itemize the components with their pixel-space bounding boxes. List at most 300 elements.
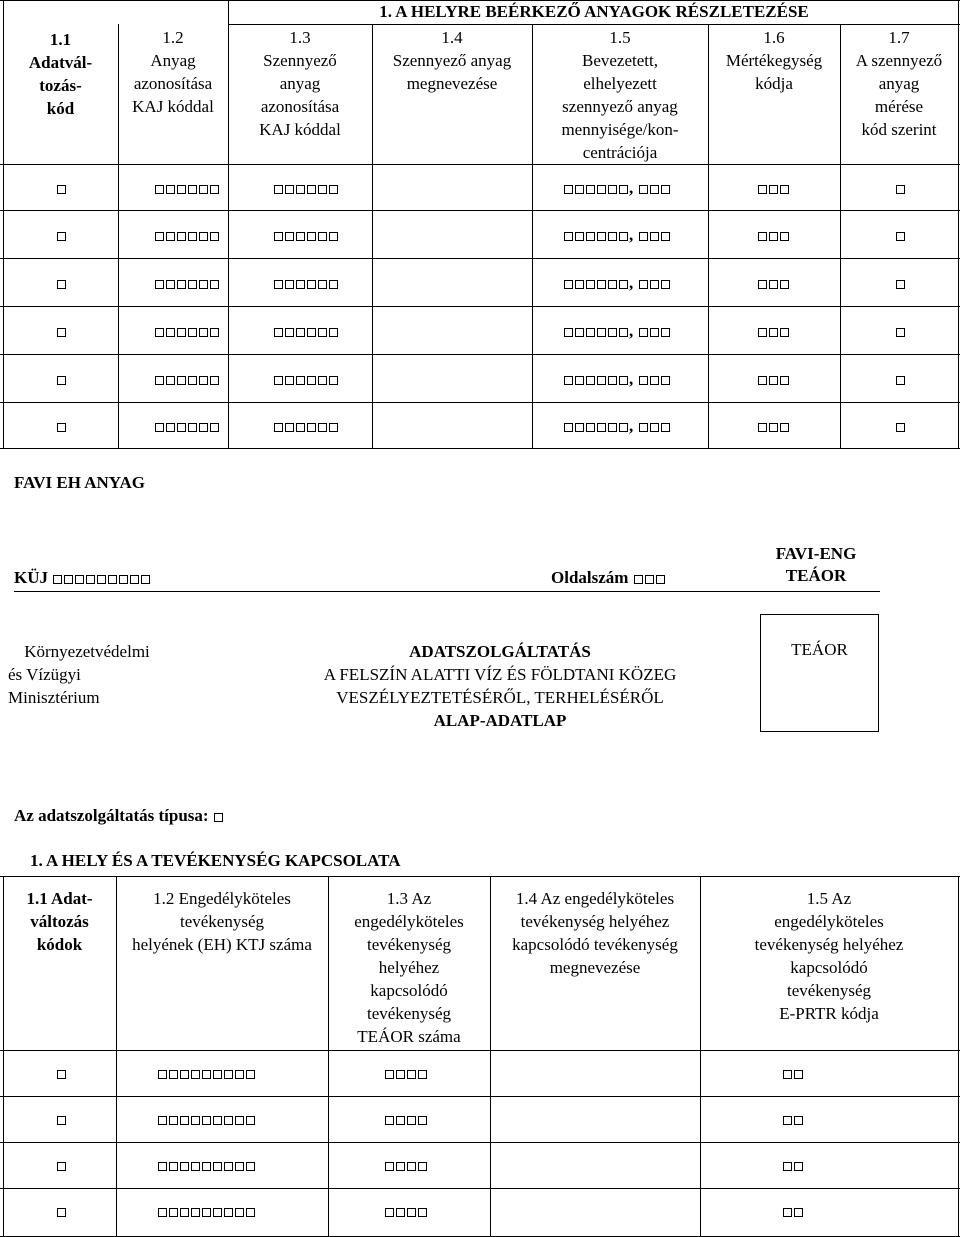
input-box[interactable] xyxy=(586,185,595,194)
input-box[interactable] xyxy=(158,1116,167,1125)
input-box[interactable] xyxy=(57,185,66,194)
input-box[interactable] xyxy=(619,280,628,289)
input-box[interactable] xyxy=(650,280,659,289)
input-box[interactable] xyxy=(274,185,283,194)
input-box[interactable] xyxy=(794,1162,803,1171)
teaor-boxes[interactable] xyxy=(384,1201,428,1220)
input-box[interactable] xyxy=(396,1070,405,1079)
quantity-field[interactable] xyxy=(563,416,671,435)
eprtr-boxes[interactable] xyxy=(782,1201,804,1220)
input-box[interactable] xyxy=(329,423,338,432)
input-box[interactable] xyxy=(385,1162,394,1171)
input-box[interactable] xyxy=(246,1070,255,1079)
input-box[interactable] xyxy=(396,1208,405,1217)
input-box[interactable] xyxy=(155,280,164,289)
input-box[interactable] xyxy=(199,185,208,194)
input-box[interactable] xyxy=(307,423,316,432)
input-box[interactable] xyxy=(385,1116,394,1125)
change-code-box[interactable] xyxy=(56,178,67,197)
input-box[interactable] xyxy=(86,575,95,584)
input-box[interactable] xyxy=(199,328,208,337)
input-box[interactable] xyxy=(896,280,905,289)
quantity-field[interactable] xyxy=(563,321,671,340)
input-box[interactable] xyxy=(650,423,659,432)
input-box[interactable] xyxy=(650,328,659,337)
input-box[interactable] xyxy=(296,423,305,432)
input-box[interactable] xyxy=(575,232,584,241)
input-box[interactable] xyxy=(307,185,316,194)
input-box[interactable] xyxy=(639,280,648,289)
change-code-box[interactable] xyxy=(56,1063,67,1082)
input-box[interactable] xyxy=(619,423,628,432)
input-box[interactable] xyxy=(177,328,186,337)
anyag-kaj-boxes[interactable] xyxy=(154,416,220,435)
input-box[interactable] xyxy=(661,423,670,432)
ktj-boxes[interactable] xyxy=(157,1155,256,1174)
input-box[interactable] xyxy=(575,376,584,385)
input-box[interactable] xyxy=(656,575,665,584)
oldalszam-boxes[interactable] xyxy=(633,568,666,587)
input-box[interactable] xyxy=(191,1070,200,1079)
input-box[interactable] xyxy=(296,280,305,289)
input-box[interactable] xyxy=(274,376,283,385)
input-box[interactable] xyxy=(57,1162,66,1171)
input-box[interactable] xyxy=(180,1070,189,1079)
ktj-boxes[interactable] xyxy=(157,1109,256,1128)
input-box[interactable] xyxy=(285,185,294,194)
input-box[interactable] xyxy=(634,575,643,584)
input-box[interactable] xyxy=(794,1116,803,1125)
input-box[interactable] xyxy=(586,328,595,337)
input-box[interactable] xyxy=(210,232,219,241)
input-box[interactable] xyxy=(597,423,606,432)
input-box[interactable] xyxy=(318,185,327,194)
input-box[interactable] xyxy=(564,376,573,385)
quantity-field[interactable] xyxy=(563,273,671,292)
input-box[interactable] xyxy=(158,1162,167,1171)
input-box[interactable] xyxy=(307,232,316,241)
quantity-dec-boxes[interactable] xyxy=(638,416,671,435)
input-box[interactable] xyxy=(564,232,573,241)
szennyezo-kaj-boxes[interactable] xyxy=(273,416,339,435)
input-box[interactable] xyxy=(619,185,628,194)
input-box[interactable] xyxy=(780,376,789,385)
change-code-box[interactable] xyxy=(56,273,67,292)
input-box[interactable] xyxy=(224,1070,233,1079)
anyag-kaj-boxes[interactable] xyxy=(154,369,220,388)
unit-code-boxes[interactable] xyxy=(757,178,790,197)
input-box[interactable] xyxy=(97,575,106,584)
input-box[interactable] xyxy=(235,1208,244,1217)
input-box[interactable] xyxy=(235,1070,244,1079)
input-box[interactable] xyxy=(780,328,789,337)
input-box[interactable] xyxy=(57,328,66,337)
input-box[interactable] xyxy=(213,1116,222,1125)
input-box[interactable] xyxy=(780,423,789,432)
anyag-kaj-boxes[interactable] xyxy=(154,273,220,292)
input-box[interactable] xyxy=(57,376,66,385)
teaor-boxes[interactable] xyxy=(384,1155,428,1174)
input-box[interactable] xyxy=(597,280,606,289)
measure-code-box[interactable] xyxy=(895,178,906,197)
input-box[interactable] xyxy=(155,328,164,337)
input-box[interactable] xyxy=(769,376,778,385)
input-box[interactable] xyxy=(318,280,327,289)
input-box[interactable] xyxy=(202,1116,211,1125)
input-box[interactable] xyxy=(169,1162,178,1171)
input-box[interactable] xyxy=(407,1208,416,1217)
input-box[interactable] xyxy=(285,328,294,337)
teaor-boxes[interactable] xyxy=(384,1063,428,1082)
input-box[interactable] xyxy=(188,376,197,385)
input-box[interactable] xyxy=(202,1162,211,1171)
input-box[interactable] xyxy=(274,328,283,337)
input-box[interactable] xyxy=(769,280,778,289)
input-box[interactable] xyxy=(155,232,164,241)
input-box[interactable] xyxy=(639,328,648,337)
input-box[interactable] xyxy=(896,232,905,241)
quantity-field[interactable] xyxy=(563,369,671,388)
input-box[interactable] xyxy=(213,1208,222,1217)
input-box[interactable] xyxy=(166,423,175,432)
input-box[interactable] xyxy=(329,328,338,337)
input-box[interactable] xyxy=(274,423,283,432)
input-box[interactable] xyxy=(166,328,175,337)
input-box[interactable] xyxy=(619,232,628,241)
input-box[interactable] xyxy=(177,232,186,241)
input-box[interactable] xyxy=(307,280,316,289)
input-box[interactable] xyxy=(661,328,670,337)
szennyezo-kaj-boxes[interactable] xyxy=(273,178,339,197)
eprtr-boxes[interactable] xyxy=(782,1155,804,1174)
input-box[interactable] xyxy=(661,280,670,289)
input-box[interactable] xyxy=(661,232,670,241)
input-box[interactable] xyxy=(758,185,767,194)
input-box[interactable] xyxy=(235,1116,244,1125)
input-box[interactable] xyxy=(191,1208,200,1217)
quantity-int-boxes[interactable] xyxy=(563,178,629,197)
input-box[interactable] xyxy=(158,1208,167,1217)
input-box[interactable] xyxy=(645,575,654,584)
change-code-box[interactable] xyxy=(56,1201,67,1220)
input-box[interactable] xyxy=(783,1208,792,1217)
input-box[interactable] xyxy=(758,280,767,289)
input-box[interactable] xyxy=(180,1116,189,1125)
input-box[interactable] xyxy=(794,1070,803,1079)
input-box[interactable] xyxy=(158,1070,167,1079)
measure-code-box[interactable] xyxy=(895,225,906,244)
input-box[interactable] xyxy=(896,376,905,385)
input-box[interactable] xyxy=(780,232,789,241)
input-box[interactable] xyxy=(418,1116,427,1125)
eprtr-boxes[interactable] xyxy=(782,1063,804,1082)
input-box[interactable] xyxy=(155,423,164,432)
unit-code-boxes[interactable] xyxy=(757,321,790,340)
ktj-boxes[interactable] xyxy=(157,1201,256,1220)
input-box[interactable] xyxy=(166,280,175,289)
unit-code-boxes[interactable] xyxy=(757,369,790,388)
input-box[interactable] xyxy=(639,232,648,241)
input-box[interactable] xyxy=(202,1070,211,1079)
input-box[interactable] xyxy=(188,232,197,241)
input-box[interactable] xyxy=(296,376,305,385)
quantity-field[interactable] xyxy=(563,225,671,244)
change-code-box[interactable] xyxy=(56,1155,67,1174)
input-box[interactable] xyxy=(169,1070,178,1079)
input-box[interactable] xyxy=(597,185,606,194)
input-box[interactable] xyxy=(177,185,186,194)
input-box[interactable] xyxy=(188,423,197,432)
input-box[interactable] xyxy=(307,376,316,385)
quantity-int-boxes[interactable] xyxy=(563,225,629,244)
unit-code-boxes[interactable] xyxy=(757,225,790,244)
input-box[interactable] xyxy=(202,1208,211,1217)
input-box[interactable] xyxy=(608,376,617,385)
measure-code-box[interactable] xyxy=(895,273,906,292)
anyag-kaj-boxes[interactable] xyxy=(154,225,220,244)
input-box[interactable] xyxy=(210,328,219,337)
input-box[interactable] xyxy=(783,1116,792,1125)
szennyezo-kaj-boxes[interactable] xyxy=(273,321,339,340)
input-box[interactable] xyxy=(210,280,219,289)
input-box[interactable] xyxy=(246,1208,255,1217)
input-box[interactable] xyxy=(575,423,584,432)
input-box[interactable] xyxy=(296,232,305,241)
input-box[interactable] xyxy=(780,280,789,289)
input-box[interactable] xyxy=(597,376,606,385)
input-box[interactable] xyxy=(246,1162,255,1171)
anyag-kaj-boxes[interactable] xyxy=(154,178,220,197)
quantity-int-boxes[interactable] xyxy=(563,321,629,340)
input-box[interactable] xyxy=(57,1208,66,1217)
input-box[interactable] xyxy=(418,1162,427,1171)
input-box[interactable] xyxy=(199,423,208,432)
input-box[interactable] xyxy=(769,185,778,194)
szennyezo-kaj-boxes[interactable] xyxy=(273,273,339,292)
input-box[interactable] xyxy=(396,1162,405,1171)
input-box[interactable] xyxy=(274,232,283,241)
input-box[interactable] xyxy=(650,185,659,194)
input-box[interactable] xyxy=(639,185,648,194)
input-box[interactable] xyxy=(119,575,128,584)
input-box[interactable] xyxy=(213,1162,222,1171)
input-box[interactable] xyxy=(318,328,327,337)
input-box[interactable] xyxy=(758,423,767,432)
input-box[interactable] xyxy=(199,376,208,385)
input-box[interactable] xyxy=(769,423,778,432)
input-box[interactable] xyxy=(53,575,62,584)
input-box[interactable] xyxy=(177,376,186,385)
input-box[interactable] xyxy=(108,575,117,584)
input-box[interactable] xyxy=(199,232,208,241)
input-box[interactable] xyxy=(177,423,186,432)
input-box[interactable] xyxy=(64,575,73,584)
input-box[interactable] xyxy=(57,423,66,432)
quantity-dec-boxes[interactable] xyxy=(638,369,671,388)
input-box[interactable] xyxy=(329,185,338,194)
quantity-dec-boxes[interactable] xyxy=(638,225,671,244)
input-box[interactable] xyxy=(650,376,659,385)
input-box[interactable] xyxy=(385,1070,394,1079)
unit-code-boxes[interactable] xyxy=(757,416,790,435)
input-box[interactable] xyxy=(57,280,66,289)
ktj-boxes[interactable] xyxy=(157,1063,256,1082)
input-box[interactable] xyxy=(597,232,606,241)
input-box[interactable] xyxy=(769,232,778,241)
input-box[interactable] xyxy=(564,280,573,289)
input-box[interactable] xyxy=(285,232,294,241)
input-box[interactable] xyxy=(586,376,595,385)
kuj-box-group[interactable] xyxy=(52,568,151,587)
input-box[interactable] xyxy=(896,185,905,194)
input-box[interactable] xyxy=(564,328,573,337)
input-box[interactable] xyxy=(407,1070,416,1079)
input-box[interactable] xyxy=(597,328,606,337)
input-box[interactable] xyxy=(166,185,175,194)
change-code-box[interactable] xyxy=(56,225,67,244)
input-box[interactable] xyxy=(224,1208,233,1217)
input-box[interactable] xyxy=(758,376,767,385)
input-box[interactable] xyxy=(619,328,628,337)
input-box[interactable] xyxy=(155,376,164,385)
input-box[interactable] xyxy=(141,575,150,584)
input-box[interactable] xyxy=(608,280,617,289)
input-box[interactable] xyxy=(318,232,327,241)
input-box[interactable] xyxy=(57,232,66,241)
input-box[interactable] xyxy=(794,1208,803,1217)
input-box[interactable] xyxy=(396,1116,405,1125)
input-box[interactable] xyxy=(57,1116,66,1125)
quantity-int-boxes[interactable] xyxy=(563,273,629,292)
teaor-box[interactable] xyxy=(760,614,879,732)
input-box[interactable] xyxy=(608,328,617,337)
input-box[interactable] xyxy=(188,328,197,337)
input-box[interactable] xyxy=(418,1070,427,1079)
adatszolg-tipus-checkbox[interactable] xyxy=(214,813,223,822)
change-code-box[interactable] xyxy=(56,321,67,340)
input-box[interactable] xyxy=(575,280,584,289)
input-box[interactable] xyxy=(169,1208,178,1217)
input-box[interactable] xyxy=(180,1162,189,1171)
input-box[interactable] xyxy=(639,423,648,432)
anyag-kaj-boxes[interactable] xyxy=(154,321,220,340)
input-box[interactable] xyxy=(75,575,84,584)
input-box[interactable] xyxy=(213,1070,222,1079)
input-box[interactable] xyxy=(57,1070,66,1079)
input-box[interactable] xyxy=(564,185,573,194)
input-box[interactable] xyxy=(575,328,584,337)
quantity-dec-boxes[interactable] xyxy=(638,273,671,292)
input-box[interactable] xyxy=(564,423,573,432)
quantity-int-boxes[interactable] xyxy=(563,416,629,435)
oldalszam-box-group[interactable] xyxy=(633,568,666,587)
input-box[interactable] xyxy=(586,232,595,241)
input-box[interactable] xyxy=(274,280,283,289)
input-box[interactable] xyxy=(896,328,905,337)
input-box[interactable] xyxy=(896,423,905,432)
input-box[interactable] xyxy=(180,1208,189,1217)
measure-code-box[interactable] xyxy=(895,369,906,388)
input-box[interactable] xyxy=(224,1162,233,1171)
change-code-box[interactable] xyxy=(56,1109,67,1128)
input-box[interactable] xyxy=(385,1208,394,1217)
measure-code-box[interactable] xyxy=(895,321,906,340)
input-box[interactable] xyxy=(407,1162,416,1171)
quantity-field[interactable] xyxy=(563,178,671,197)
input-box[interactable] xyxy=(586,280,595,289)
input-box[interactable] xyxy=(169,1116,178,1125)
input-box[interactable] xyxy=(661,185,670,194)
input-box[interactable] xyxy=(166,232,175,241)
input-box[interactable] xyxy=(188,280,197,289)
input-box[interactable] xyxy=(661,376,670,385)
teaor-boxes[interactable] xyxy=(384,1109,428,1128)
input-box[interactable] xyxy=(130,575,139,584)
change-code-box[interactable] xyxy=(56,416,67,435)
input-box[interactable] xyxy=(199,280,208,289)
input-box[interactable] xyxy=(769,328,778,337)
input-box[interactable] xyxy=(155,185,164,194)
szennyezo-kaj-boxes[interactable] xyxy=(273,225,339,244)
input-box[interactable] xyxy=(650,232,659,241)
unit-code-boxes[interactable] xyxy=(757,273,790,292)
input-box[interactable] xyxy=(783,1162,792,1171)
input-box[interactable] xyxy=(407,1116,416,1125)
input-box[interactable] xyxy=(296,185,305,194)
change-code-box[interactable] xyxy=(56,369,67,388)
input-box[interactable] xyxy=(188,185,197,194)
input-box[interactable] xyxy=(758,232,767,241)
input-box[interactable] xyxy=(210,376,219,385)
kuj-boxes[interactable] xyxy=(52,568,151,587)
input-box[interactable] xyxy=(318,376,327,385)
input-box[interactable] xyxy=(246,1116,255,1125)
input-box[interactable] xyxy=(191,1162,200,1171)
input-box[interactable] xyxy=(329,280,338,289)
input-box[interactable] xyxy=(166,376,175,385)
input-box[interactable] xyxy=(608,232,617,241)
quantity-int-boxes[interactable] xyxy=(563,369,629,388)
measure-code-box[interactable] xyxy=(895,416,906,435)
szennyezo-kaj-boxes[interactable] xyxy=(273,369,339,388)
input-box[interactable] xyxy=(329,376,338,385)
input-box[interactable] xyxy=(210,423,219,432)
input-box[interactable] xyxy=(296,328,305,337)
input-box[interactable] xyxy=(285,423,294,432)
input-box[interactable] xyxy=(210,185,219,194)
input-box[interactable] xyxy=(177,280,186,289)
input-box[interactable] xyxy=(224,1116,233,1125)
input-box[interactable] xyxy=(758,328,767,337)
input-box[interactable] xyxy=(329,232,338,241)
input-box[interactable] xyxy=(619,376,628,385)
quantity-dec-boxes[interactable] xyxy=(638,321,671,340)
input-box[interactable] xyxy=(639,376,648,385)
input-box[interactable] xyxy=(285,376,294,385)
input-box[interactable] xyxy=(780,185,789,194)
input-box[interactable] xyxy=(586,423,595,432)
input-box[interactable] xyxy=(608,185,617,194)
input-box[interactable] xyxy=(318,423,327,432)
input-box[interactable] xyxy=(307,328,316,337)
input-box[interactable] xyxy=(418,1208,427,1217)
input-box[interactable] xyxy=(191,1116,200,1125)
input-box[interactable] xyxy=(575,185,584,194)
quantity-dec-boxes[interactable] xyxy=(638,178,671,197)
input-box[interactable] xyxy=(608,423,617,432)
eprtr-boxes[interactable] xyxy=(782,1109,804,1128)
input-box[interactable] xyxy=(783,1070,792,1079)
